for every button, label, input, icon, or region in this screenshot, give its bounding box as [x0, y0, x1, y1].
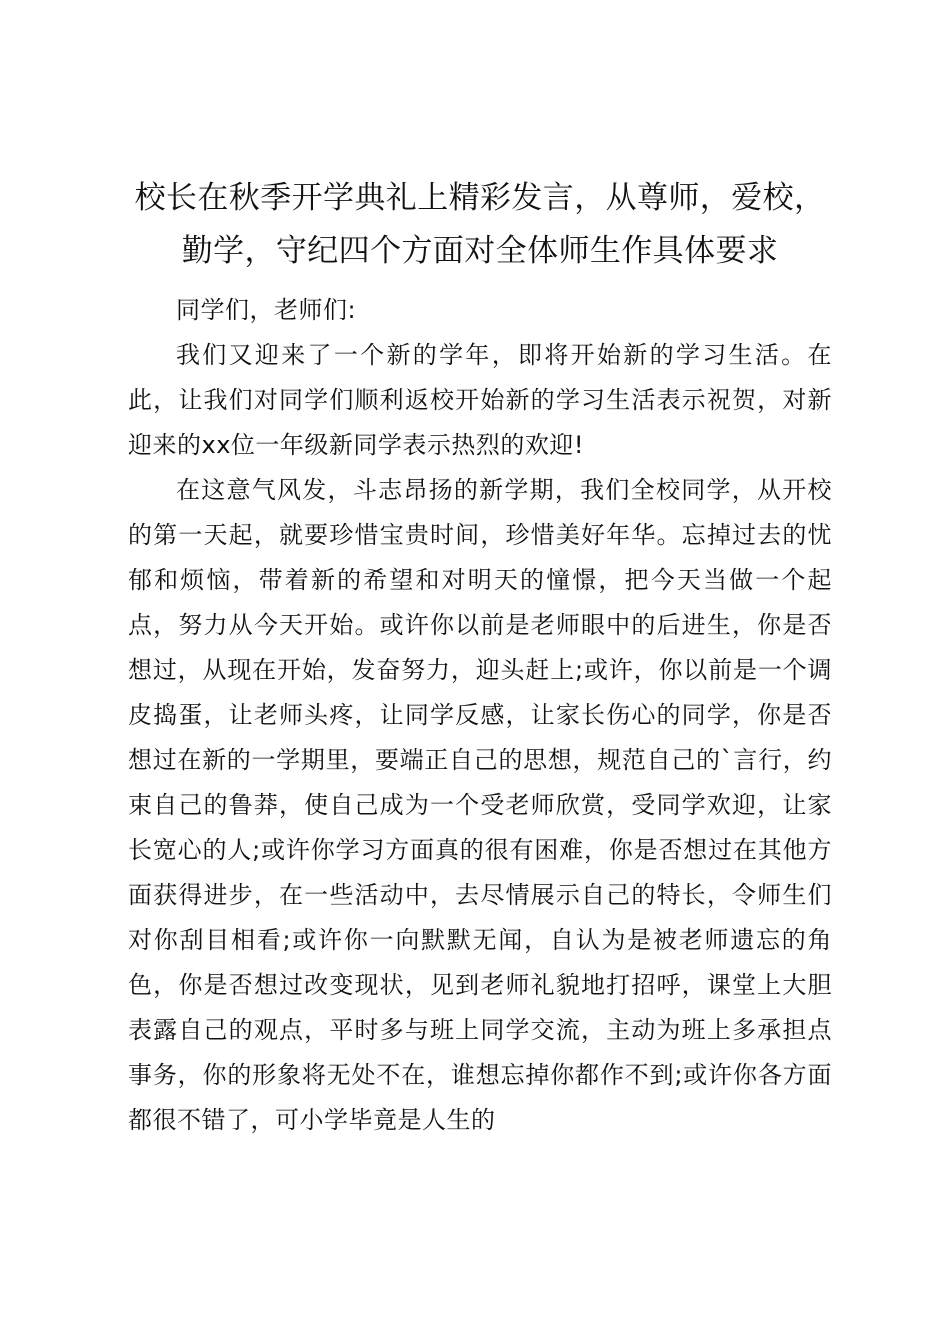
document-title: 校长在秋季开学典礼上精彩发言，从尊师，爱校，勤学，守纪四个方面对全体师生作具体要求 — [134, 180, 826, 269]
paragraph-welcome: 我们又迎来了一个新的学年，即将开始新的学习生活。在此，让我们对同学们顺利返校开始新的学习生活表示祝贺，对新迎来的xx位一年级新同学表示热烈的欢迎! — [128, 341, 832, 459]
document-body — [128, 172, 832, 1143]
greeting-line: 同学们，老师们: — [176, 296, 357, 324]
paragraph-new-semester: 在这意气风发，斗志昂扬的新学期，我们全校同学，从开校的第一天起，就要珍惜宝贵时间，珍惜美好年华。忘掉过去的忧郁和烦恼，带着新的希望和对明天的憧憬，把今天当做一个起点，努力从今天开始。或许你以前是老师眼中的后进生，你是否想过，从现在开始，发奋努力，迎头赶上;或许，你以前是一个调皮捣蛋，让老师头疼，让同学反感，让家长伤心的同学，你是否想过在新的一学期里，要端正自己的思想，规范自己的`言行，约束自己的鲁莽，使自己成为一个受老师欣赏，受同学欢迎，让家长宽心的人;或许你学习方面真的很有困难，你是否想过在其他方面获得进步，在一些活动中，去尽情展示自己的特长，令师生们对你刮目相看;或许你一向默默无闻，自认为是被老师遗忘的角色，你是否想过改变现状，见到老师礼貌地打招呼，课堂上大胆表露自己的观点，平时多与班上同学交流，主动为班上多承担点事务，你的形象将无处不在，谁想忘掉你都作不到;或许你各方面都很不错了，可小学毕竟是人生的 — [128, 476, 832, 1134]
